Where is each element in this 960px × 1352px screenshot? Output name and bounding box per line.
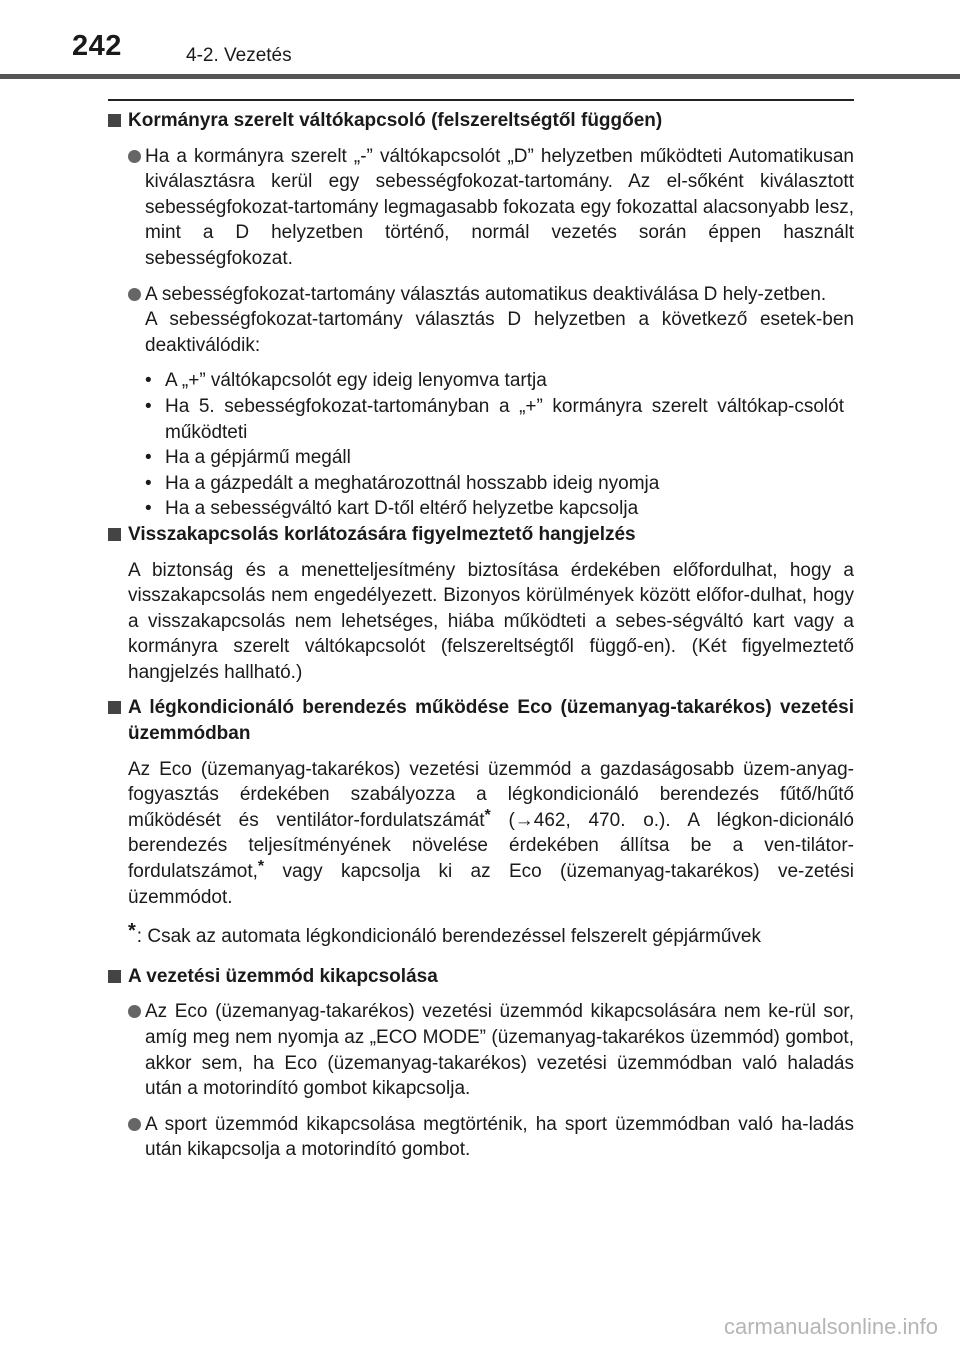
section-title: A légkondicionáló berendezés működése Eco (üzemanyag-takarékos) vezetési üzemmódban — [108, 695, 854, 746]
circle-bullet-icon — [128, 1005, 141, 1018]
chapter-title: 4-2. Vezetés — [186, 45, 292, 66]
footnote: *: Csak az automata légkondicionáló berendezéssel felszerelt gépjárművek — [128, 920, 761, 948]
watermark: carmanualsonline.info — [723, 1314, 938, 1339]
section-title: Visszakapcsolás korlátozására figyelmeztető hangjelzés — [108, 522, 854, 548]
list-item: • Ha a gázpedált a meghatározottnál hosszabb ideig nyomja — [145, 472, 660, 494]
square-bullet-icon — [108, 528, 121, 541]
circle-bullet-icon — [128, 150, 141, 163]
footnote-ref: * — [257, 858, 265, 876]
section-ac-eco — [108, 695, 854, 949]
content — [108, 108, 854, 1163]
page-number: 242 — [72, 30, 122, 62]
section-downshift-warning — [108, 522, 854, 686]
section-mode-cancel — [108, 964, 854, 1163]
footnote-ref: * — [484, 806, 491, 824]
section-title: Kormányra szerelt váltókapcsoló (felszereltségtől függően) — [108, 108, 854, 134]
page-header — [0, 0, 960, 80]
section-title: A vezetési üzemmód kikapcsolása — [108, 964, 854, 990]
paragraph: A biztonság és a menetteljesítmény biztosítása érdekében előfordulhat, hogy a visszakapcsolás nem engedélyezett. Bizonyos körülmények között előfor-dulhat, hogy a visszakapcsolás nem lehetséges, hiába működteti a sebes-ségváltó kart vagy a kormányra szerelt váltókapcsolót (felszereltségtől függő-en). (Két figyelmeztető hangjelzés hallható.) — [128, 559, 854, 683]
square-bullet-icon — [108, 970, 121, 983]
header-bar — [0, 74, 960, 79]
bullet-item: Ha a kormányra szerelt „-” váltókapcsolót „D” helyzetben működteti Automatikusan kiválasztásra kerül egy sebességfokozat-tartomány. Az el-sőként kiválasztott sebességfokozat-tartomány legmagasabb fokozata egy fokozattal alacsonyabb lesz, mint a D helyzetben történő, normál vezetés során éppen használt sebességfokozat. — [108, 144, 854, 272]
square-bullet-icon — [108, 114, 121, 127]
circle-bullet-icon — [128, 1118, 141, 1131]
bullet-item: Az Eco (üzemanyag-takarékos) vezetési üzemmód kikapcsolására nem ke-rül sor, amíg meg nem nyomja az „ECO MODE” (üzemanyag-takarékos üzemmód) gombot, akkor sem, ha Eco (üzemanyag-takarékos) vezetési üzemmódban való haladás után a motorindító gombot kikapcsolja. — [108, 999, 854, 1101]
bullet-item: A sport üzemmód kikapcsolása megtörténik, ha sport üzemmódban való ha-ladás után kikapcsolja a motorindító gombot. — [108, 1112, 854, 1163]
list-item: • Ha 5. sebességfokozat-tartományban a „+” kormányra szerelt váltókap-csolót működteti — [145, 395, 844, 443]
section-steering-shifter — [108, 108, 854, 522]
paragraph: Az Eco (üzemanyag-takarékos) vezetési üzemmód a gazdaságosabb üzem-anyag-fogyasztás érdekében szabályozza a légkondicionáló berendezés fűtő/hűtő működését és ventilátor-fordulatszámát* (→462, 470. o.). A légkon-dicionáló berendezés teljesítményének növelése érdekében állítsa be a ven-tilátor-fordulatszámot,* vagy kapcsolja ki az Eco (üzemanyag-takarékos) ve-zetési üzemmódot. — [128, 758, 854, 908]
list-item: • Ha a gépjármű megáll — [145, 447, 351, 469]
bullet-item: A sebességfokozat-tartomány választás automatikus deaktiválása D hely-zetben. A sebességfokozat-tartomány választás D helyzetben a következő esetek-ben deaktiválódik: — [108, 282, 854, 359]
square-bullet-icon — [108, 701, 121, 714]
list-item: • Ha a sebességváltó kart D-től eltérő helyzetbe kapcsolja — [145, 498, 639, 520]
list-item: • A „+” váltókapcsolót egy ideig lenyomva tartja — [145, 370, 547, 392]
circle-bullet-icon — [128, 288, 141, 301]
top-rule — [108, 99, 854, 101]
